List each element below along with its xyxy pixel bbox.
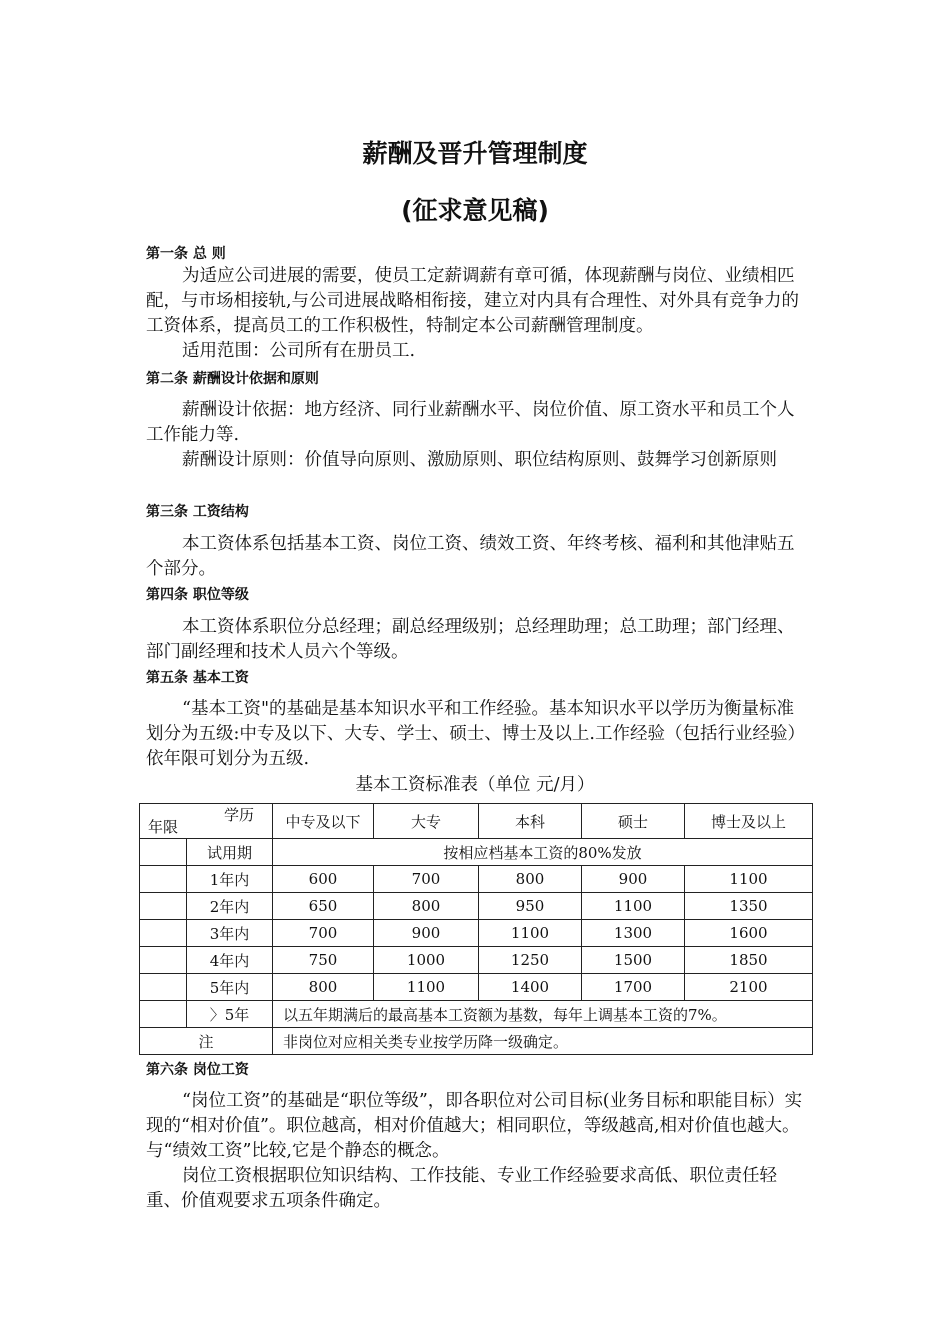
over-five-years-note: 以五年期满后的最高基本工资额为基数，每年上调基本工资的7%。	[273, 1001, 813, 1028]
row-label: 5年内	[187, 974, 273, 1001]
section-heading-4: 第四条 职位等级	[146, 587, 249, 603]
probation-row	[140, 839, 813, 866]
blank-cell	[140, 974, 187, 1001]
section-heading-3: 第三条 工资结构	[146, 504, 249, 520]
column-header: 本科	[479, 804, 582, 839]
wage-cell: 1500	[582, 947, 685, 974]
row-label: 〉5年	[187, 1001, 273, 1028]
note-label: 注	[140, 1028, 273, 1055]
wage-table	[139, 803, 813, 1055]
row-label: 3年内	[187, 920, 273, 947]
wage-cell: 800	[479, 866, 582, 893]
wage-cell: 1100	[685, 866, 813, 893]
wage-table-corner-cell	[140, 804, 273, 839]
column-header: 博士及以上	[685, 804, 813, 839]
wage-cell: 1700	[582, 974, 685, 1001]
blank-cell	[140, 947, 187, 974]
document-subtitle: (征求意见稿)	[401, 196, 549, 225]
row-label: 4年内	[187, 947, 273, 974]
document-title: 薪酬及晋升管理制度	[362, 139, 588, 168]
corner-years-label: 年限	[148, 818, 179, 836]
section-heading-6: 第六条 岗位工资	[146, 1062, 249, 1078]
section-heading-5: 第五条 基本工资	[146, 670, 249, 686]
row-label: 1年内	[187, 866, 273, 893]
wage-cell: 700	[273, 920, 374, 947]
wage-table-caption: 基本工资标准表（单位 元/月）	[355, 775, 595, 795]
wage-table-header-row	[140, 804, 813, 839]
section-6-paragraph-1: “岗位工资”的基础是“职位等级”，即各职位对公司目标(业务目标和职能目标）实现的“相对价值”。职位越高，相对价值越大；相同职位，等级越高,相对价值也越大。与“绩效工资”比较,它是个静态的概念。	[146, 1091, 803, 1161]
wage-cell: 1850	[685, 947, 813, 974]
column-header: 中专及以下	[273, 804, 374, 839]
wage-cell: 1100	[582, 893, 685, 920]
wage-cell: 900	[374, 920, 479, 947]
wage-cell: 1600	[685, 920, 813, 947]
wage-cell: 700	[374, 866, 479, 893]
section-6-paragraph-2: 岗位工资根据职位知识结构、工作技能、专业工作经验要求高低、职位责任轻重、价值观要求五项条件确定。	[146, 1166, 777, 1211]
wage-cell: 1100	[479, 920, 582, 947]
over-five-years-row	[140, 1001, 813, 1028]
blank-cell	[140, 866, 187, 893]
wage-cell: 1250	[479, 947, 582, 974]
wage-cell: 750	[273, 947, 374, 974]
section-5-paragraph-1: “基本工资"的基础是基本知识水平和工作经验。基本知识水平以学历为衡量标准划分为五级:中专及以下、大专、学士、硕士、博士及以上.工作经验（包括行业经验）依年限可划分为五级.	[146, 699, 805, 769]
section-heading-2: 第二条 薪酬设计依据和原则	[146, 371, 319, 387]
note-text: 非岗位对应相关类专业按学历降一级确定。	[273, 1028, 813, 1055]
wage-cell: 900	[582, 866, 685, 893]
section-4-paragraph-1: 本工资体系职位分总经理；副总经理级别；总经理助理；总工助理；部门经理、部门副经理和技术人员六个等级。	[146, 617, 795, 662]
table-row	[140, 947, 813, 974]
wage-cell: 2100	[685, 974, 813, 1001]
section-1-paragraph-1: 为适应公司进展的需要，使员工定薪调薪有章可循，体现薪酬与岗位、业绩相匹配，与市场相接轨,与公司进展战略相衔接，建立对内具有合理性、对外具有竞争力的工资体系，提高员工的工作积极性，特制定本公司薪酬管理制度。	[146, 266, 800, 336]
row-label: 2年内	[187, 893, 273, 920]
note-row	[140, 1028, 813, 1055]
section-heading-1: 第一条 总 则	[146, 246, 226, 262]
row-label: 试用期	[187, 839, 273, 866]
wage-cell: 1350	[685, 893, 813, 920]
section-3-paragraph-1: 本工资体系包括基本工资、岗位工资、绩效工资、年终考核、福利和其他津贴五个部分。	[146, 534, 795, 579]
wage-cell: 600	[273, 866, 374, 893]
table-row	[140, 893, 813, 920]
wage-cell: 800	[273, 974, 374, 1001]
blank-cell	[140, 839, 187, 866]
blank-cell	[140, 920, 187, 947]
section-1-paragraph-2: 适用范围：公司所有在册员工.	[182, 341, 416, 361]
section-2-paragraph-2: 薪酬设计原则：价值导向原则、激励原则、职位结构原则、鼓舞学习创新原则	[182, 450, 777, 470]
blank-cell	[140, 893, 187, 920]
wage-cell: 950	[479, 893, 582, 920]
column-header: 硕士	[582, 804, 685, 839]
corner-education-label: 学历	[223, 806, 254, 824]
table-row	[140, 920, 813, 947]
probation-note: 按相应档基本工资的80%发放	[273, 839, 813, 866]
table-row	[140, 866, 813, 893]
column-header: 大专	[374, 804, 479, 839]
blank-cell	[140, 1001, 187, 1028]
wage-cell: 1100	[374, 974, 479, 1001]
wage-cell: 1400	[479, 974, 582, 1001]
wage-cell: 800	[374, 893, 479, 920]
table-row	[140, 974, 813, 1001]
wage-cell: 1000	[374, 947, 479, 974]
section-2-paragraph-1: 薪酬设计依据：地方经济、同行业薪酬水平、岗位价值、原工资水平和员工个人工作能力等.	[146, 400, 795, 445]
wage-cell: 650	[273, 893, 374, 920]
wage-cell: 1300	[582, 920, 685, 947]
